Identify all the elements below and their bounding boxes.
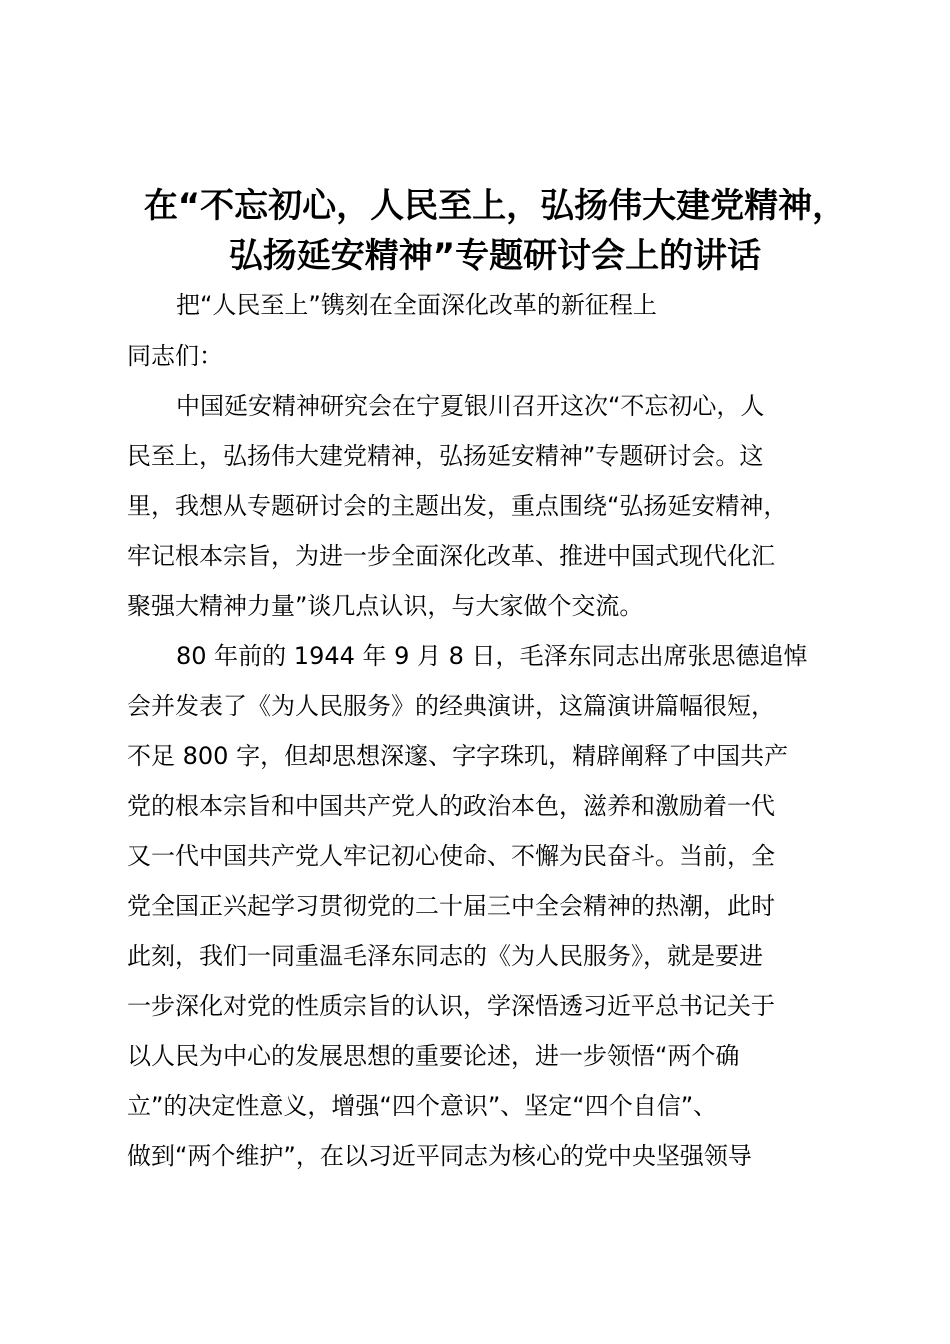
paragraph-2-line: 一步深化对党的性质宗旨的认识，学深悟透习近平总书记关于 — [127, 992, 775, 1020]
paragraph-1-line: 里，我想从专题研讨会的主题出发，重点围绕“弘扬延安精神， — [127, 492, 788, 520]
paragraph-2-line: 此刻，我们一同重温毛泽东同志的《为人民服务》，就是要进 — [127, 942, 763, 970]
paragraph-2-line: 会并发表了《为人民服务》的经典演讲，这篇演讲篇幅很短， — [127, 692, 775, 720]
paragraph-2-line: 党全国正兴起学习贯彻党的二十届三中全会精神的热潮，此时 — [127, 892, 775, 920]
document-title-line-2: 弘扬延安精神”专题研讨会上的讲话 — [228, 236, 762, 276]
paragraph-1-line: 民至上，弘扬伟大建党精神，弘扬延安精神”专题研讨会。这 — [127, 442, 764, 470]
paragraph-2-line: 又一代中国共产党人牢记初心使命、不懈为民奋斗。当前，全 — [127, 842, 775, 870]
paragraph-1-line: 聚强大精神力量”谈几点认识，与大家做个交流。 — [127, 592, 644, 620]
paragraph-2-line: 立”的决定性意义，增强“四个意识”、坚定“四个自信”、 — [127, 1092, 718, 1120]
greeting: 同志们： — [127, 342, 223, 370]
paragraph-2-line: 80 年前的 1944 年 9 月 8 日，毛泽东同志出席张思德追悼 — [176, 642, 808, 670]
paragraph-2-line: 不足 800 字，但却思想深邃、字字珠玑，精辟阐释了中国共产 — [127, 742, 789, 770]
paragraph-2-line: 党的根本宗旨和中国共产党人的政治本色，滋养和激励着一代 — [127, 792, 775, 820]
paragraph-1-line: 中国延安精神研究会在宁夏银川召开这次“不忘初心，人 — [176, 392, 765, 420]
paragraph-2-line: 做到“两个维护”，在以习近平同志为核心的党中央坚强领导 — [127, 1142, 752, 1170]
paragraph-2-line: 以人民为中心的发展思想的重要论述，进一步领悟“两个确 — [127, 1042, 740, 1070]
document-title-line-1: 在“不忘初心，人民至上，弘扬伟大建党精神， — [143, 186, 847, 226]
paragraph-1-line: 牢记根本宗旨，为进一步全面深化改革、推进中国式现代化汇 — [127, 542, 775, 570]
document-subtitle: 把“人民至上”镌刻在全面深化改革的新征程上 — [176, 291, 657, 319]
